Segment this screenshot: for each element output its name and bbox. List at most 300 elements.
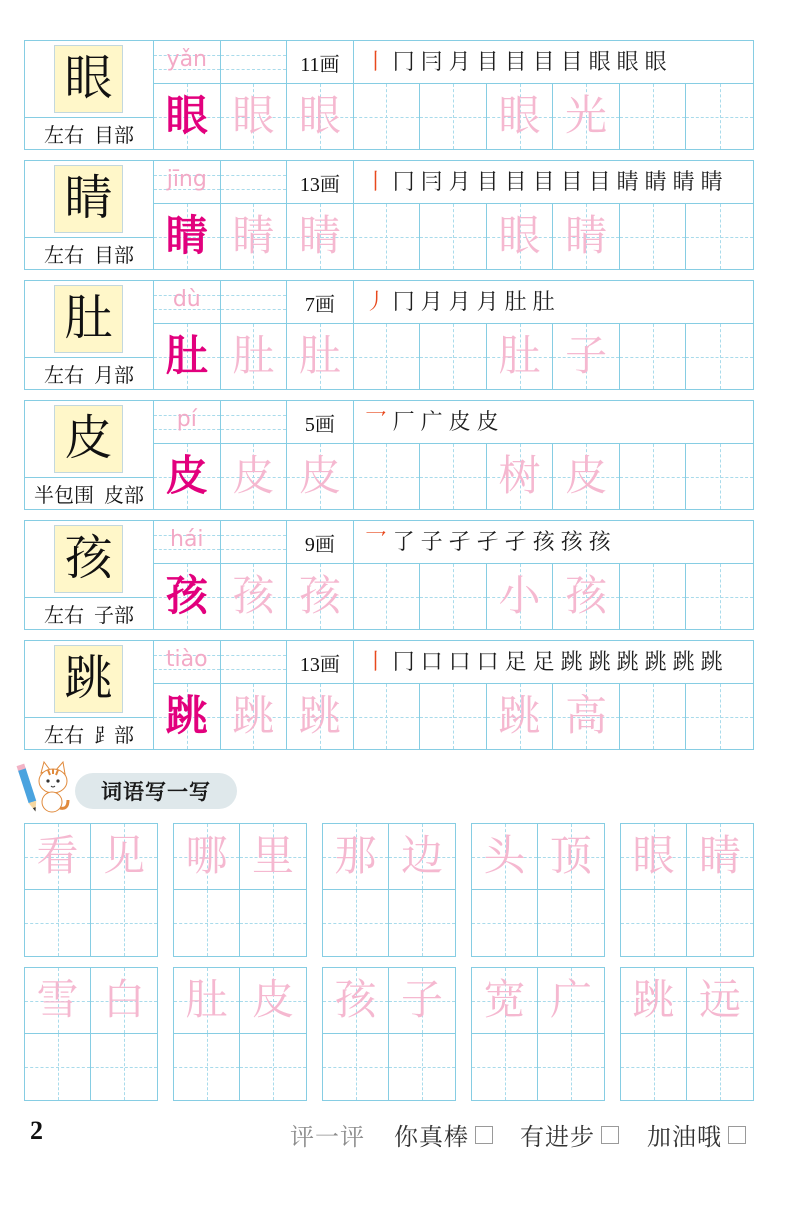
practice-cell [154,444,221,509]
word-box [24,967,158,1101]
word-char: 远 [698,977,741,1024]
stroke-step: 月 [448,289,471,314]
word-char: 孩 [565,573,608,620]
pinyin-cell [154,41,221,83]
model-char: 眼 [64,52,113,105]
stroke-step: 目 [532,49,555,74]
structure-radical-label [25,478,153,509]
pinyin-blank-cell [221,41,288,83]
word-box [322,967,456,1101]
model-char: 睛 [64,172,113,225]
stroke-order [354,41,753,83]
model-char: 肚 [64,292,113,345]
practice-cell [553,444,620,509]
rate-label: 评一评 [290,1125,365,1151]
rating-option-keep-going [647,1117,746,1152]
word-char: 肚 [498,333,541,380]
word-box [173,823,307,957]
stroke-order [354,401,753,443]
stroke-step: 冂 [392,169,415,194]
trace-char: 皮 [232,453,275,500]
word-cell [621,968,687,1034]
practice-cell [487,444,554,509]
pinyin-stroke-strip [154,641,753,684]
word-char: 眼 [632,833,675,880]
stroke-step: 口 [420,649,443,674]
radical-label: 目部 [94,245,134,267]
word-cell [174,968,240,1034]
stroke-step: 皮 [448,409,471,434]
char-info-box [25,641,154,749]
trace-char: 睛 [232,213,275,260]
stroke-step: 冃 [420,169,443,194]
stroke-step: 睛 [672,169,695,194]
word-cell [323,1034,389,1100]
stroke-step: 跳 [616,649,639,674]
stroke-step: 了 [392,529,415,554]
word-char: 头 [483,833,526,880]
word-char: 高 [565,693,608,740]
word-char: 见 [102,833,145,880]
stroke-step: 丿 [364,289,387,314]
stroke-step: 乛 [364,409,387,434]
stroke-step: 肚 [504,289,527,314]
word-cell [323,968,389,1034]
word-cell [91,968,157,1034]
stroke-step: 跳 [672,649,695,674]
model-char-box [54,45,123,113]
stroke-step: 月 [420,289,443,314]
word-cell [472,1034,538,1100]
pinyin: hái [170,527,204,552]
page-number: 2 [30,1116,43,1145]
structure-label: 左右 [44,125,84,147]
pinyin-cell [154,641,221,683]
char-info-box [25,41,154,149]
char-info-box [25,161,154,269]
word-cell [323,824,389,890]
structure-label: 左右 [44,245,84,267]
word-cell [91,890,157,956]
stroke-step: 眼 [588,49,611,74]
stroke-step: 冂 [392,49,415,74]
trace-char: 跳 [232,693,275,740]
word-cell [621,824,687,890]
stroke-step: 口 [448,649,471,674]
pinyin: jīng [166,167,207,192]
practice-cell [686,84,753,149]
practice-cell [154,84,221,149]
model-char-box [54,525,123,593]
word-char: 孩 [334,977,377,1024]
model-char-box [54,285,123,353]
word-char: 睛 [565,213,608,260]
model-practice-char: 皮 [165,453,208,500]
word-cell [621,1034,687,1100]
word-cell [91,824,157,890]
word-char: 眼 [498,93,541,140]
practice-cell [154,564,221,629]
practice-cells [154,684,753,749]
word-box [620,823,754,957]
stroke-order [354,161,753,203]
stroke-step: 月 [448,49,471,74]
stroke-step: 子 [420,529,443,554]
word-cell [389,968,455,1034]
stroke-step: 睛 [644,169,667,194]
trace-char: 眼 [298,93,341,140]
practice-cell [620,324,687,389]
word-cell [687,1034,753,1100]
stroke-step: 目 [560,49,583,74]
pinyin: pí [176,407,197,432]
practice-cell [487,84,554,149]
stroke-step: 足 [532,649,555,674]
word-box [471,967,605,1101]
trace-char: 肚 [232,333,275,380]
practice-cell [420,444,487,509]
pinyin: dù [172,287,201,312]
word-char: 顶 [549,833,592,880]
cat-pencil-icon [16,758,74,816]
char-row [24,400,754,510]
practice-cell [354,684,421,749]
char-info-box [25,401,154,509]
word-cell [25,968,91,1034]
stroke-step: 孩 [560,529,583,554]
word-cell [538,1034,604,1100]
pinyin-blank-cell [221,521,288,563]
stroke-step: 冂 [392,289,415,314]
stroke-step: 跳 [588,649,611,674]
model-practice-char: 睛 [165,213,208,260]
model-char-box [54,405,123,473]
section-title: 词语写一写 [75,773,237,809]
stroke-step: 丨 [364,49,387,74]
practice-cells [154,324,753,389]
model-char-box [54,165,123,233]
stroke-step: 跳 [700,649,723,674]
structure-label: 左右 [44,365,84,387]
pinyin-blank-cell [221,401,288,443]
model-practice-char: 眼 [165,93,208,140]
stroke-step: 跳 [644,649,667,674]
word-cell [389,824,455,890]
model-char-box [54,645,123,713]
stroke-step: 眼 [616,49,639,74]
word-char: 睛 [698,833,741,880]
radical-label: 子部 [94,605,134,627]
stroke-order [354,521,753,563]
trace-char: 孩 [232,573,275,620]
practice-cell [686,564,753,629]
stroke-count: 7画 [287,281,354,323]
word-cell [240,890,306,956]
practice-cell [553,684,620,749]
word-cell [472,824,538,890]
practice-cell [354,564,421,629]
practice-cell [553,324,620,389]
word-box [620,967,754,1101]
word-char: 皮 [565,453,608,500]
practice-cell [620,684,687,749]
practice-cell [420,84,487,149]
word-cell [323,890,389,956]
word-cell [174,1034,240,1100]
model-practice-char: 肚 [165,333,208,380]
practice-cell [487,684,554,749]
pinyin: yǎn [166,47,207,72]
structure-radical-label [25,718,153,749]
stroke-step: 月 [476,289,499,314]
practice-cell [221,444,288,509]
word-cell [538,890,604,956]
practice-cell [354,324,421,389]
practice-cell [553,564,620,629]
practice-cell [487,324,554,389]
word-cell [25,1034,91,1100]
practice-cell [287,684,354,749]
char-row [24,40,754,150]
char-row [24,280,754,390]
practice-cell [686,444,753,509]
word-char: 白 [102,977,145,1024]
practice-cell [221,204,288,269]
stroke-step: 皮 [476,409,499,434]
practice-cell [287,204,354,269]
pinyin-cell [154,521,221,563]
practice-cell [221,84,288,149]
stroke-step: 广 [420,409,443,434]
word-char: 树 [498,453,541,500]
model-char: 孩 [64,532,113,585]
stroke-step: 目 [476,49,499,74]
stroke-step: 丨 [364,169,387,194]
word-char: 跳 [632,977,675,1024]
word-cell [174,890,240,956]
rating-option-great [394,1117,493,1152]
word-cell [472,968,538,1034]
pinyin-stroke-strip [154,281,753,324]
stroke-step: 孩 [532,529,555,554]
radical-label: 月部 [94,365,134,387]
practice-cells [154,204,753,269]
practice-cell [420,324,487,389]
stroke-step: 目 [560,169,583,194]
practice-cell [620,204,687,269]
pinyin-stroke-strip [154,401,753,444]
stroke-step: 目 [504,49,527,74]
char-row [24,640,754,750]
word-cell [538,824,604,890]
word-char: 看 [36,833,79,880]
stroke-count: 13画 [287,641,354,683]
word-char: 那 [334,833,377,880]
trace-char: 眼 [232,93,275,140]
stroke-step: 跳 [560,649,583,674]
practice-cell [686,324,753,389]
pinyin-blank-cell [221,641,288,683]
word-char: 肚 [185,977,228,1024]
word-cell [389,1034,455,1100]
stroke-step: 孑 [504,529,527,554]
trace-char: 皮 [298,453,341,500]
practice-cells [154,84,753,149]
pinyin-cell [154,161,221,203]
word-cell [240,968,306,1034]
word-char: 边 [400,833,443,880]
word-char: 雪 [36,977,79,1024]
structure-radical-label [25,238,153,269]
practice-cell [221,324,288,389]
word-cell [621,890,687,956]
word-char: 广 [549,977,592,1024]
stroke-step: 眼 [644,49,667,74]
practice-cell [354,84,421,149]
practice-cells [154,564,753,629]
radical-label: 皮部 [104,485,144,507]
practice-cell [354,204,421,269]
practice-cell [154,324,221,389]
practice-cell [287,324,354,389]
rating-option-label: 有进步 [520,1125,595,1151]
stroke-step: 孑 [448,529,471,554]
word-cell [174,824,240,890]
radical-label: ⻊部 [94,725,134,747]
pinyin-stroke-strip [154,161,753,204]
word-cell [687,968,753,1034]
stroke-step: 乛 [364,529,387,554]
word-char: 子 [400,977,443,1024]
stroke-count: 13画 [287,161,354,203]
rating-checkbox [728,1126,746,1144]
word-char: 里 [251,833,294,880]
pinyin: tiào [165,647,208,672]
practice-cell [420,684,487,749]
word-box [24,823,158,957]
stroke-step: 目 [532,169,555,194]
pinyin-cell [154,401,221,443]
radical-label: 目部 [94,125,134,147]
trace-char: 跳 [298,693,341,740]
stroke-step: 冃 [420,49,443,74]
pinyin-blank-cell [221,161,288,203]
stroke-count: 5画 [287,401,354,443]
stroke-step: 孩 [588,529,611,554]
word-char: 宽 [483,977,526,1024]
practice-cell [686,204,753,269]
practice-cell [154,684,221,749]
stroke-step: 肚 [532,289,555,314]
practice-cell [287,84,354,149]
rating-option-label: 加油哦 [647,1125,722,1151]
structure-label: 左右 [44,605,84,627]
model-practice-char: 孩 [165,573,208,620]
practice-cell [420,564,487,629]
word-cell [687,890,753,956]
practice-cell [620,84,687,149]
practice-cell [287,564,354,629]
word-box [471,823,605,957]
word-char: 跳 [498,693,541,740]
stroke-step: 月 [448,169,471,194]
char-info-box [25,521,154,629]
char-row [24,160,754,270]
practice-cell [620,564,687,629]
word-cell [240,824,306,890]
word-box [173,967,307,1101]
word-char: 小 [498,573,541,620]
stroke-step: 口 [476,649,499,674]
practice-cell [154,204,221,269]
stroke-order [354,281,753,323]
practice-cell [553,84,620,149]
trace-char: 睛 [298,213,341,260]
word-char: 光 [565,93,608,140]
stroke-step: 目 [504,169,527,194]
practice-cell [287,444,354,509]
stroke-step: 目 [588,169,611,194]
stroke-step: 丨 [364,649,387,674]
model-char: 跳 [64,652,113,705]
word-char: 哪 [185,833,228,880]
structure-radical-label [25,118,153,149]
practice-cell [553,204,620,269]
word-cell [389,890,455,956]
stroke-step: 目 [476,169,499,194]
stroke-step: 孑 [476,529,499,554]
practice-cell [221,684,288,749]
word-cell [25,824,91,890]
structure-label: 半包围 [34,485,94,507]
practice-cell [487,204,554,269]
stroke-step: 睛 [700,169,723,194]
word-cell [538,968,604,1034]
rating-checkbox [601,1126,619,1144]
word-box [322,823,456,957]
practice-cell [354,444,421,509]
practice-cell [487,564,554,629]
trace-char: 肚 [298,333,341,380]
word-cell [25,890,91,956]
model-practice-char: 跳 [165,693,208,740]
practice-cells [154,444,753,509]
stroke-step: 冂 [392,649,415,674]
structure-label: 左右 [44,725,84,747]
stroke-step: 厂 [392,409,415,434]
word-cell [91,1034,157,1100]
word-cell [240,1034,306,1100]
word-char: 眼 [498,213,541,260]
word-char: 皮 [251,977,294,1024]
practice-cell [221,564,288,629]
rating-checkbox [475,1126,493,1144]
stroke-count: 9画 [287,521,354,563]
word-cell [472,890,538,956]
pinyin-stroke-strip [154,521,753,564]
stroke-step: 足 [504,649,527,674]
stroke-step: 睛 [616,169,639,194]
pinyin-stroke-strip [154,41,753,84]
char-info-box [25,281,154,389]
model-char: 皮 [64,412,113,465]
rating-option-label: 你真棒 [394,1125,469,1151]
trace-char: 孩 [298,573,341,620]
rating-option-progress [520,1117,619,1152]
structure-radical-label [25,598,153,629]
word-cell [687,824,753,890]
char-row [24,520,754,630]
